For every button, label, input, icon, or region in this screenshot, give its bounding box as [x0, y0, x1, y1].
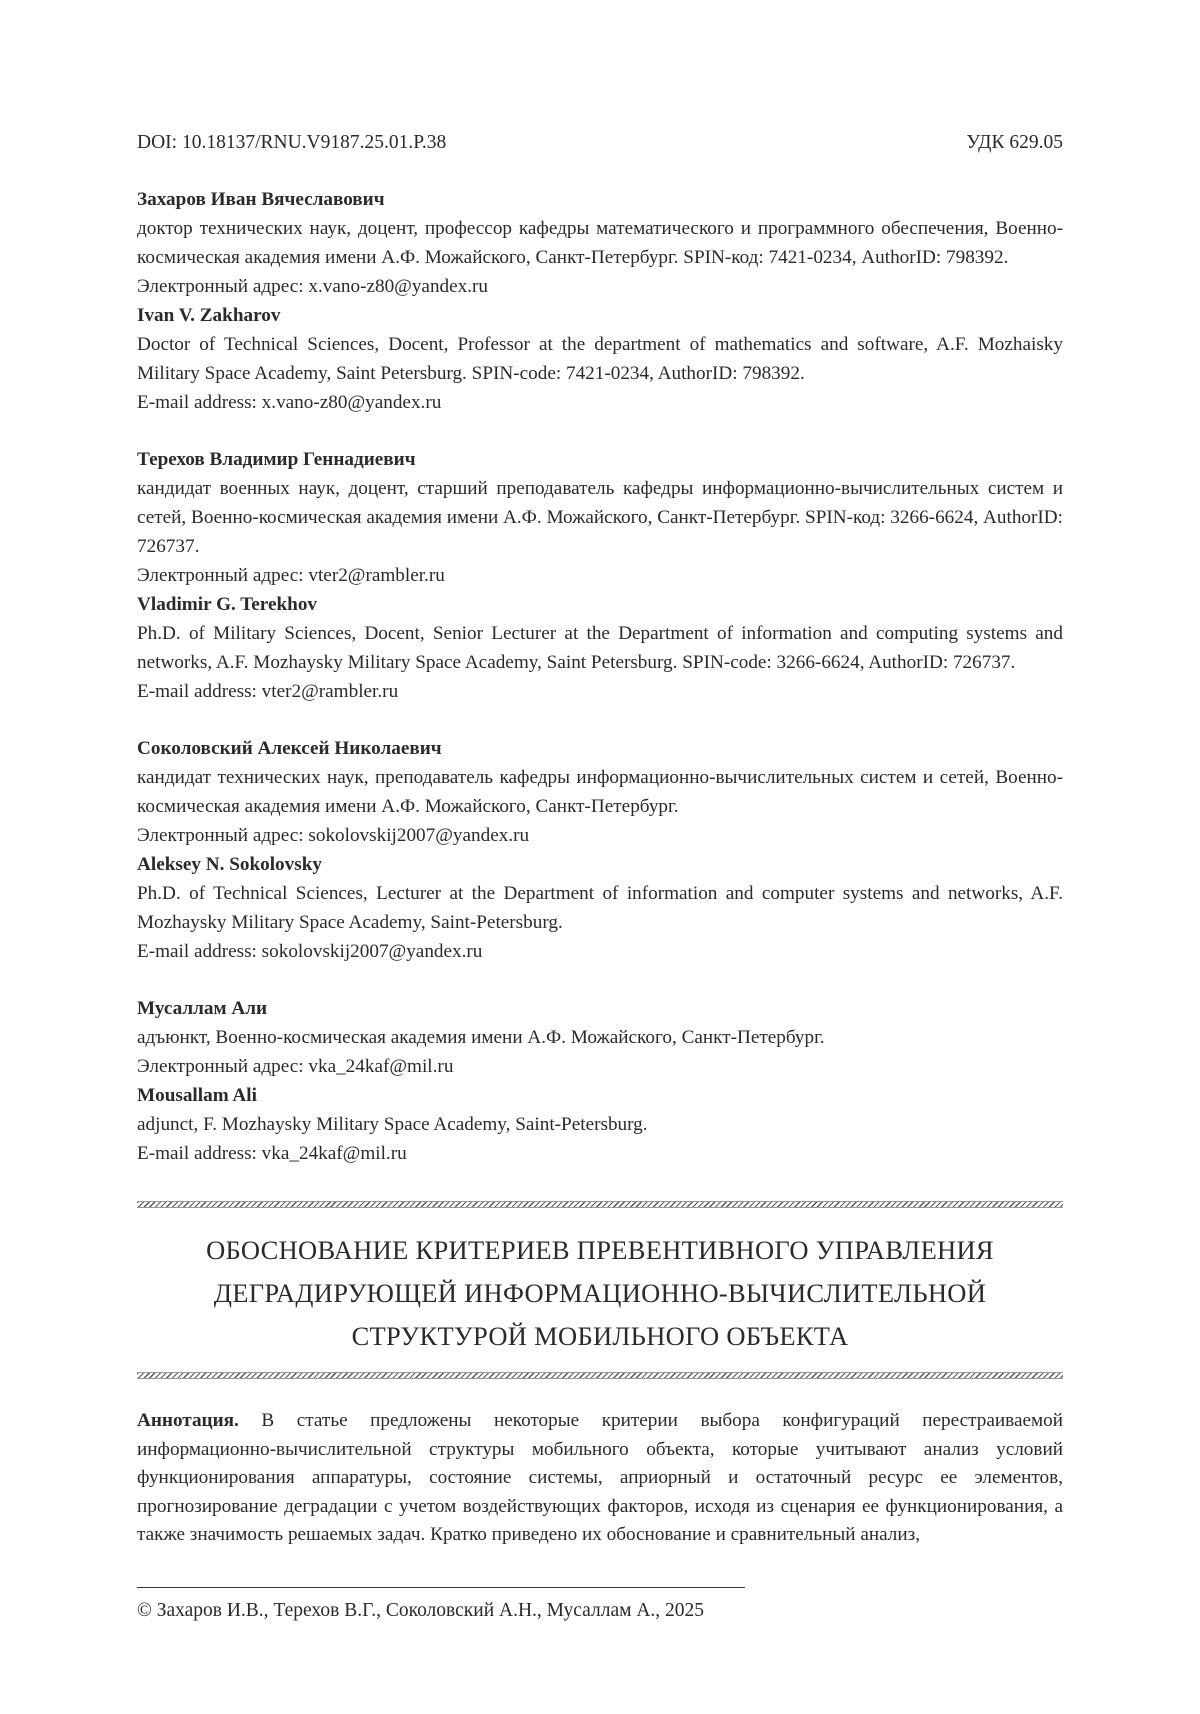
author-info-ru: кандидат военных наук, доцент, старший преподаватель кафедры информационно-вычислительных систем и сетей, Военно-космическая академия имени А.Ф. Можайского, Санкт-Петербург. SPIN-код: 3266-6624, AuthorID: 726737. — [137, 478, 1063, 557]
article-title — [137, 1229, 1063, 1358]
udc-code: УДК 629.05 — [966, 132, 1063, 153]
author-block — [137, 185, 1063, 417]
author-block — [137, 994, 1063, 1168]
author-name-ru: Захаров Иван Вячеславович — [137, 189, 385, 210]
author-block — [137, 734, 1063, 966]
ornamental-divider-top — [137, 1201, 1063, 1208]
author-name-en: Aleksey N. Sokolovsky — [137, 854, 322, 875]
author-email-ru: Электронный адрес: sokolovskij2007@yandex.ru — [137, 825, 530, 846]
author-info-en: Doctor of Technical Sciences, Docent, Professor at the department of mathematics and software, A.F. Mozhaisky Military Space Academy, Saint Petersburg. SPIN-code: 7421-0234, AuthorID: 798392. — [137, 334, 1063, 384]
author-info-ru: кандидат технических наук, преподаватель кафедры информационно-вычислительных систем и сетей, Военно-космическая академия имени А.Ф. Можайского, Санкт-Петербург. — [137, 767, 1063, 817]
author-name-ru: Терехов Владимир Геннадиевич — [137, 449, 416, 470]
title-line: СТРУКТУРОЙ МОБИЛЬНОГО ОБЪЕКТА — [351, 1321, 849, 1351]
abstract-text: В статье предложены некоторые критерии выбора конфигураций перестраиваемой информационно-вычислительной структуры мобильного объекта, которые учитывают анализ условий функционирования аппаратуры, состояние системы, априорный и остаточный ресурс ее элементов, прогнозирование деградации с учетом воздействующих факторов, исходя из сценария ее функционирования, а также значимость решаемых задач. Кратко приведено их обоснование и сравнительный анализ, — [137, 1410, 1064, 1545]
author-name-en: Ivan V. Zakharov — [137, 305, 281, 326]
title-line: ОБОСНОВАНИЕ КРИТЕРИЕВ ПРЕВЕНТИВНОГО УПРАВЛЕНИЯ — [206, 1235, 994, 1265]
author-info-ru: доктор технических наук, доцент, профессор кафедры математического и программного обеспечения, Военно-космическая академия имени А.Ф. Можайского, Санкт-Петербург. SPIN-код: 7421-0234, AuthorID: 798392. — [137, 218, 1063, 268]
ornamental-divider-bottom — [137, 1372, 1063, 1379]
copyright-notice: © Захаров И.В., Терехов В.Г., Соколовский А.Н., Мусаллам А., 2025 — [137, 1600, 705, 1621]
author-info-en: adjunct, F. Mozhaysky Military Space Academy, Saint-Petersburg. — [137, 1114, 648, 1135]
page-content — [137, 128, 1063, 1550]
abstract — [137, 1407, 1063, 1550]
page-header — [137, 128, 1063, 157]
author-email-ru: Электронный адрес: x.vano-z80@yandex.ru — [137, 276, 489, 297]
author-email-ru: Электронный адрес: vter2@rambler.ru — [137, 565, 445, 586]
author-email-en: E-mail address: vter2@rambler.ru — [137, 681, 399, 702]
footnote-rule — [137, 1587, 745, 1588]
author-info-en: Ph.D. of Military Sciences, Docent, Senior Lecturer at the Department of information and computing systems and networks, A.F. Mozhaysky Military Space Academy, Saint Petersburg. SPIN-code: 3266-6624, AuthorID: 726737. — [137, 623, 1063, 673]
author-email-en: E-mail address: x.vano-z80@yandex.ru — [137, 392, 442, 413]
abstract-label: Аннотация. — [137, 1410, 239, 1431]
author-name-ru: Соколовский Алексей Николаевич — [137, 738, 442, 759]
author-email-ru: Электронный адрес: vka_24kaf@mil.ru — [137, 1056, 454, 1077]
title-line: ДЕГРАДИРУЮЩЕЙ ИНФОРМАЦИОННО-ВЫЧИСЛИТЕЛЬНОЙ — [213, 1278, 987, 1308]
author-info-ru: адъюнкт, Военно-космическая академия имени А.Ф. Можайского, Санкт-Петербург. — [137, 1027, 825, 1048]
author-block — [137, 445, 1063, 706]
author-email-en: E-mail address: sokolovskij2007@yandex.ru — [137, 941, 483, 962]
author-name-en: Vladimir G. Terekhov — [137, 594, 318, 615]
author-info-en: Ph.D. of Technical Sciences, Lecturer at the Department of information and computer systems and networks, A.F. Mozhaysky Military Space Academy, Saint-Petersburg. — [137, 883, 1063, 933]
author-name-ru: Мусаллам Али — [137, 998, 268, 1019]
author-email-en: E-mail address: vka_24kaf@mil.ru — [137, 1143, 407, 1164]
author-name-en: Mousallam Ali — [137, 1085, 257, 1106]
doi: DOI: 10.18137/RNU.V9187.25.01.P.38 — [137, 132, 447, 153]
